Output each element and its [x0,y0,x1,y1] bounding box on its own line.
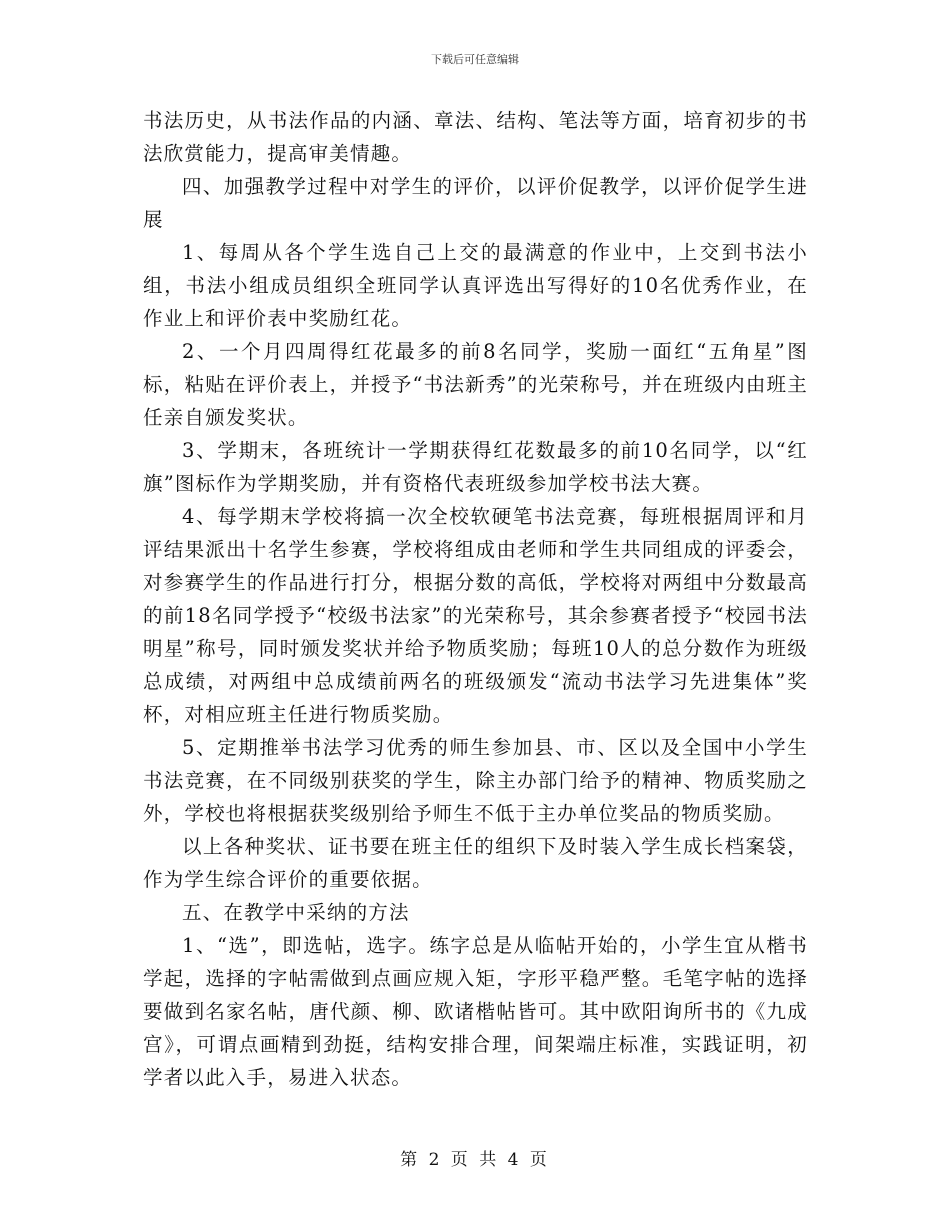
paragraph-continuation: 书法历史，从书法作品的内涵、章法、结构、笔法等方面，培育初步的书法欣赏能力，提高审美情趣。 [143,109,808,165]
paragraph-item-4: 4、每学期末学校将搞一次全校软硬笔书法竞赛，每班根据周评和月评结果派出十名学生参赛，学校将组成由老师和学生共同组成的评委会，对参赛学生的作品进行打分，根据分数的高低，学校将对两组中分数最高的前18名同学授予“校级书法家”的光荣称号，其余参赛者授予“校园书法明星”称号，同时颁发奖状并给予物质奖励；每班10人的总分数作为班级总成绩，对两组中总成绩前两名的班级颁发“流动书法学习先进集体”奖杯，对相应班主任进行物质奖励。 [143,505,808,726]
paragraph-summary: 以上各种奖状、证书要在班主任的组织下及时装入学生成长档案袋，作为学生综合评价的重要依据。 [143,835,808,891]
section-heading-4: 四、加强教学过程中对学生的评价，以评价促教学，以评价促学生进展 [143,175,808,231]
document-body [143,104,808,1094]
page-header: 下载后可任意编辑 [431,53,519,66]
paragraph-item-3: 3、学期末，各班统计一学期获得红花数最多的前10名同学，以“红旗”图标作为学期奖励，并有资格代表班级参加学校书法大赛。 [143,439,808,495]
paragraph-method-1: 1、“选”，即选帖，选字。练字总是从临帖开始的，小学生宜从楷书学起，选择的字帖需做到点画应规入矩，字形平稳严整。毛笔字帖的选择要做到名家名帖，唐代颜、柳、欧诸楷帖皆可。其中欧阳询所书的《九成宫》，可谓点画精到劲挺，结构安排合理，间架端庄标准，实践证明，初学者以此入手，易进入状态。 [143,934,808,1089]
paragraph-item-5: 5、定期推举书法学习优秀的师生参加县、市、区以及全国中小学生书法竞赛，在不同级别获奖的学生，除主办部门给予的精神、物质奖励之外，学校也将根据获奖级别给予师生不低于主办单位奖品的物质奖励。 [143,736,808,825]
paragraph-item-2: 2、一个月四周得红花最多的前8名同学，奖励一面红“五角星”图标，粘贴在评价表上，并授予“书法新秀”的光荣称号，并在班级内由班主任亲自颁发奖状。 [143,340,808,429]
section-heading-5: 五、在教学中采纳的方法 [182,901,410,924]
paragraph-item-1: 1、每周从各个学生选自己上交的最满意的作业中，上交到书法小组，书法小组成员组织全班同学认真评选出写得好的10名优秀作业，在作业上和评价表中奖励红花。 [143,241,808,330]
page-number-footer: 第 2 页 共 4 页 [400,1150,550,1170]
